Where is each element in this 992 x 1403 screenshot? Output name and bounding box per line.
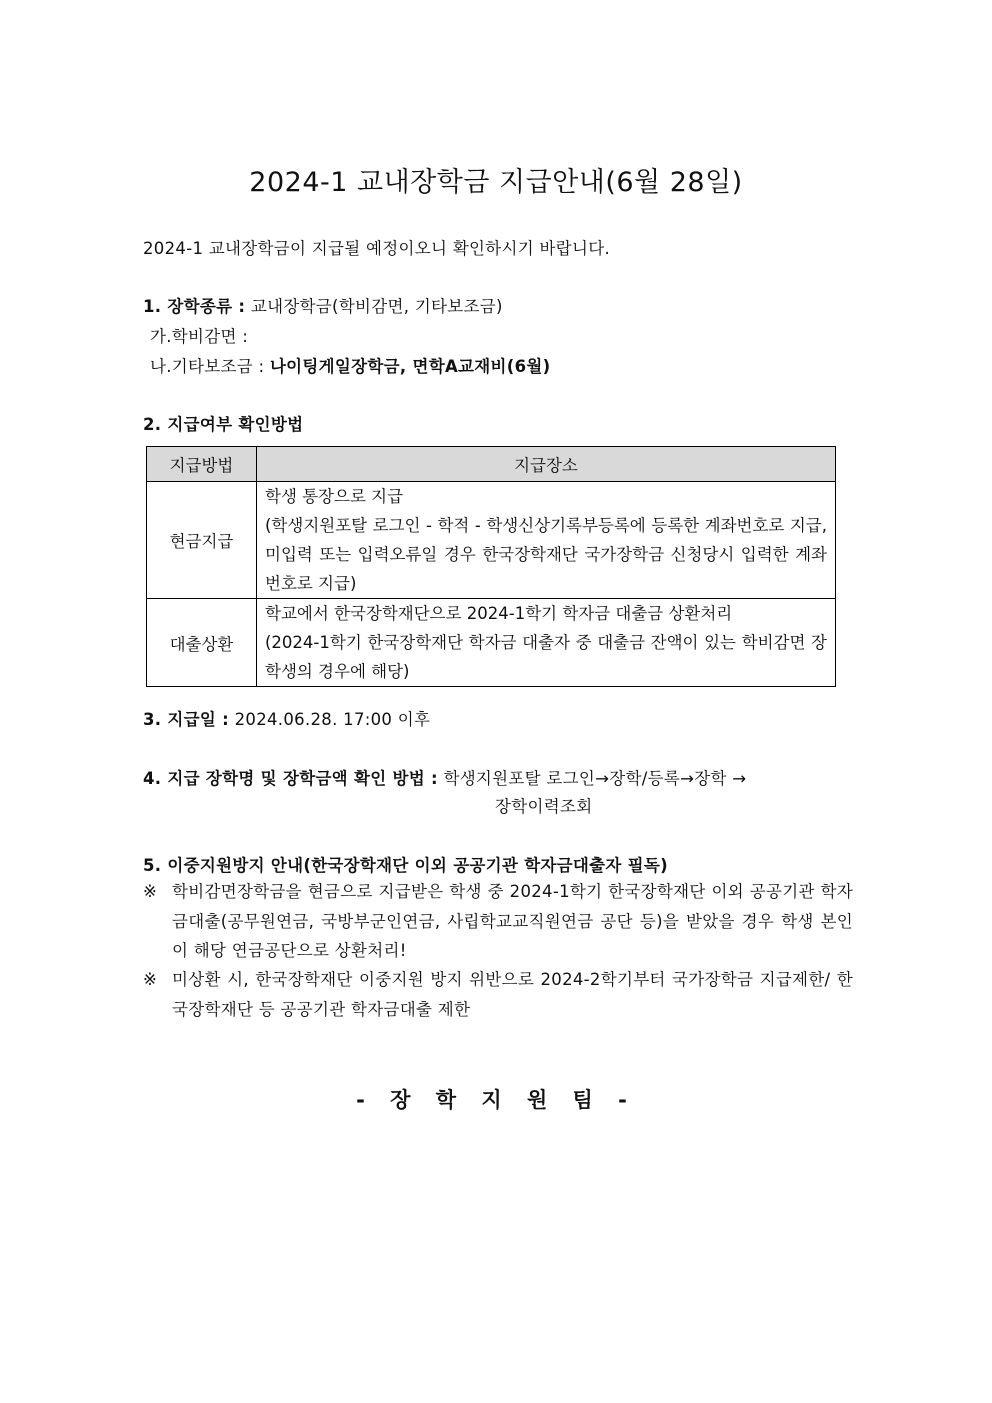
table-cell-place (257, 599, 836, 687)
table-cell-method: 현금지급 (147, 482, 257, 599)
section1-line (143, 293, 503, 317)
section4-value-line1: 학생지원포탈 로그인→장학/등록→장학 → (443, 769, 747, 788)
section1-heading: 1. 장학종류 : (143, 297, 246, 316)
table-row (147, 599, 836, 687)
notice-text: 미상환 시, 한국장학재단 이중지원 방지 위반으로 2024-2학기부터 국가장학금 지급제한/ 한국장학재단 등 공공기관 학자금대출 제한 (172, 970, 853, 1019)
section3-line (143, 706, 430, 730)
document-title: 2024-1 교내장학금 지급안내(6월 28일) (249, 167, 743, 198)
place-line: (2024-1학기 한국장학재단 학자금 대출자 중 대출금 잔액이 있는 학비감면 장학생의 경우에 해당) (265, 633, 827, 681)
intro-text: 2024-1 교내장학금이 지급될 예정이오니 확인하시기 바랍니다. (143, 239, 611, 258)
payment-method-table (146, 446, 836, 687)
notice-text: 학비감면장학금을 현금으로 지급받은 학생 중 2024-1학기 한국장학재단 이외 공공기관 학자금대출(공무원연금, 국방부군인연금, 사립학교교직원연금 공단 등)을 받았을 경우 학생 본인이 해당 연금공단으로 상환처리! (172, 882, 853, 960)
table-header-row (147, 447, 836, 482)
section1-value: 교내장학금(학비감면, 기타보조금) (250, 297, 503, 316)
section1-item-a: 가.학비감면 : (150, 327, 249, 346)
place-line: 학생 통장으로 지급 (265, 487, 404, 506)
table-header-place: 지급장소 (257, 447, 836, 482)
reference-mark-icon: ※ (143, 970, 158, 989)
table-header-method: 지급방법 (147, 447, 257, 482)
section2-heading: 2. 지급여부 확인방법 (143, 415, 304, 434)
section4-value-line2: 장학이력조회 (495, 797, 593, 816)
section1-item-b (150, 353, 550, 377)
section3-heading: 3. 지급일 : (143, 710, 230, 729)
table-row (147, 482, 836, 599)
team-signature: - 장 학 지 원 팀 - (356, 1088, 636, 1112)
section4-heading: 4. 지급 장학명 및 장학금액 확인 방법 : (143, 769, 438, 788)
section1-item-b-value: 나이팅게일장학금, 면학A교재비(6월) (269, 357, 551, 376)
section4-line (143, 765, 746, 789)
section5-heading: 5. 이중지원방지 안내(한국장학재단 이외 공공기관 학자금대출자 필독) (143, 856, 668, 875)
place-line: 학교에서 한국장학재단으로 2024-1학기 학자금 대출금 상환처리 (265, 604, 733, 623)
section1-item-b-label: 나.기타보조금 : (150, 357, 265, 376)
notice-item (143, 877, 853, 966)
section3-value: 2024.06.28. 17:00 이후 (234, 710, 431, 729)
place-line: (학생지원포탈 로그인 - 학적 - 학생신상기록부등록에 등록한 계좌번호로 지급, 미입력 또는 입력오류일 경우 한국장학재단 국가장학금 신청당시 입력한 계좌번호로 지급) (265, 516, 827, 593)
table-cell-method: 대출상환 (147, 599, 257, 687)
reference-mark-icon: ※ (143, 882, 158, 901)
table-cell-place (257, 482, 836, 599)
notice-item (143, 965, 853, 1024)
